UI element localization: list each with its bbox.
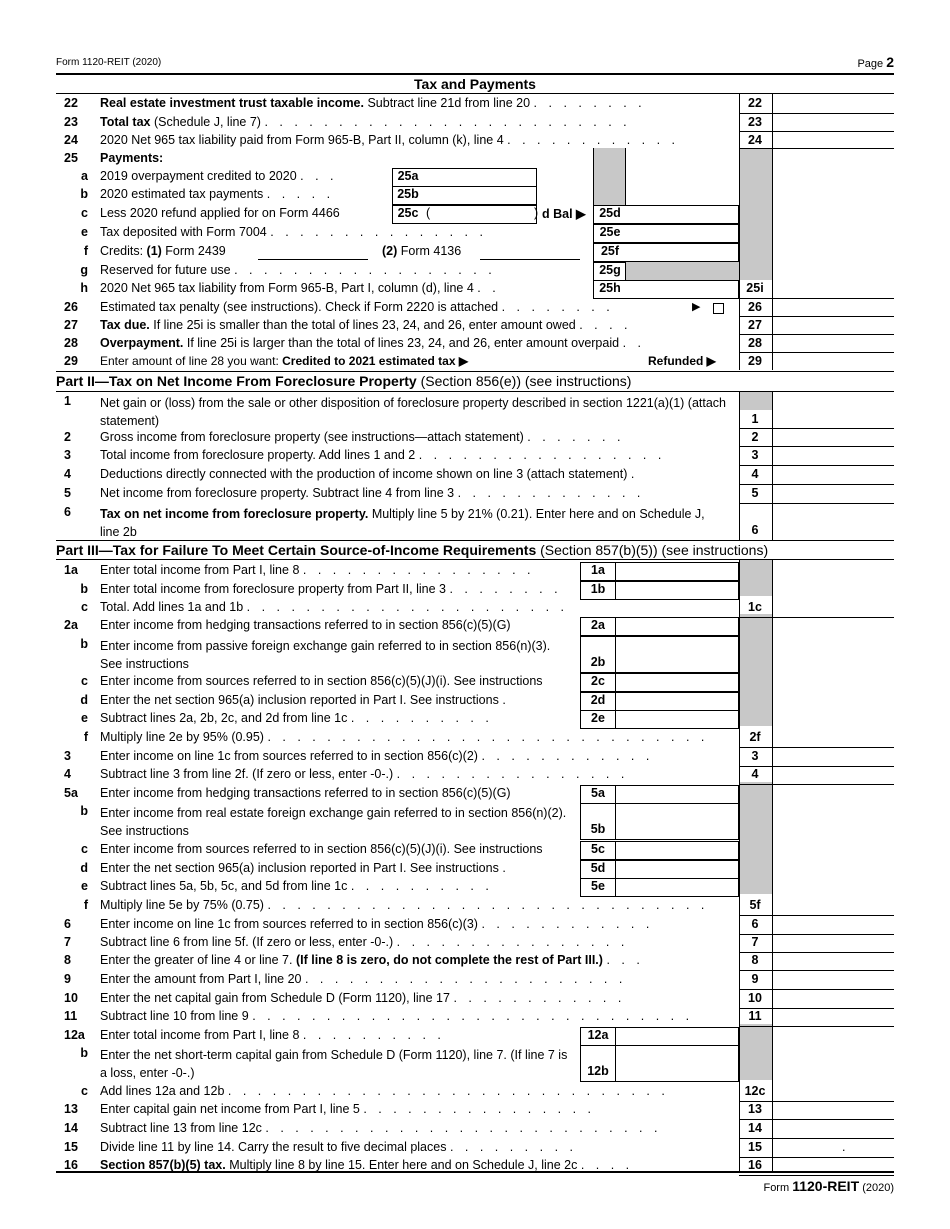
box-divider xyxy=(615,1027,616,1046)
footer-form-id: Form 1120-REIT (2020) xyxy=(763,1178,894,1194)
part3-line-2d: d Enter the net section 965(a) inclusion reported in Part I. See instructions . 2d xyxy=(80,693,606,707)
line-25a: a 2019 overpayment credited to 2020 . . . 25a xyxy=(81,169,419,183)
line-28: 28 Overpayment. If line 25i is larger than the total of lines 23, 24, and 26, enter amount overpaid . . 28 xyxy=(64,336,762,350)
box-2a-field[interactable] xyxy=(580,617,739,636)
line-27: 27 Tax due. If line 25i is smaller than the total of lines 23, 24, and 26, enter amount owed . . . . 27 xyxy=(64,318,762,332)
box-25a-field[interactable] xyxy=(392,168,537,187)
part3-line-2a: 2a Enter income from hedging transactions referred to in section 856(c)(5)(G) 2a xyxy=(64,618,605,632)
part3-line-10: 10 Enter the net capital gain from Schedule D (Form 1120), line 17 . . . . . . . . . . . . 10 xyxy=(64,991,762,1005)
part3-line-11: 11 Subtract line 10 from line 9 . . . . . . . . . . . . . . . . . . . . . . . . . . . . . . 11 xyxy=(64,1009,762,1023)
part3-line-5b: b Enter income from real estate foreign exchange gain referred to in section 856(n)(2). See instructions 5b xyxy=(80,804,606,838)
amount-field[interactable] xyxy=(739,113,894,114)
section-title: Tax and Payments xyxy=(414,76,536,92)
part3-line-5a: 5a Enter income from hedging transactions referred to in section 856(c)(5)(G) 5a xyxy=(64,786,605,800)
amount-field[interactable] xyxy=(739,446,894,447)
box-5a-field[interactable] xyxy=(580,785,739,804)
amount-field[interactable] xyxy=(739,1026,894,1027)
part3-line-12b: b Enter the net short-term capital gain from Schedule D (Form 1120), line 7. (If line 7 is a loss, enter -0-.) 12b xyxy=(80,1046,609,1080)
box-5c-field[interactable] xyxy=(580,841,739,860)
part3-line-8: 8 Enter the greater of line 4 or line 7. (If line 8 is zero, do not complete the rest of Part III.) . . . 8 xyxy=(64,953,759,967)
part2-line-1: 1 Net gain or (loss) from the sale or other disposition of foreclosure property described in section 1221(a)(1) (attach statement) 1 xyxy=(64,394,759,428)
amount-field[interactable] xyxy=(739,747,894,748)
form-4136-field[interactable] xyxy=(480,259,580,260)
part3-line-12a: 12a Enter total income from Part I, line 8 . . . . . . . . . . 12a xyxy=(64,1028,609,1042)
line-29: 29 Enter amount of line 28 you want: Credited to 2021 estimated tax ▶ Refunded ▶ 29 xyxy=(64,354,762,368)
part3-line-4: 4 Subtract line 3 from line 2f. (If zero or less, enter -0-.) . . . . . . . . . . . . . . . . 4 xyxy=(64,767,759,781)
footer-rule xyxy=(56,1171,894,1173)
line-25f: f Credits: (1) Form 2439 (2) Form 4136 25f xyxy=(83,244,620,258)
amount-field[interactable] xyxy=(739,1119,894,1120)
form-2439-field[interactable] xyxy=(258,259,368,260)
part3-line-12c: c Add lines 12a and 12b . . . . . . . . . . . . . . . . . . . . . . . . . . . . . . 12c xyxy=(81,1084,766,1098)
line-23: 23 Total tax (Schedule J, line 7) . . . . . . . . . . . . . . . . . . . . . . . . . 23 xyxy=(64,115,762,129)
line-25: 25 Payments: xyxy=(64,151,164,165)
part3-line-1a: 1a Enter total income from Part I, line 8 . . . . . . . . . . . . . . . . 1a xyxy=(64,563,605,577)
part3-line-16: 16 Section 857(b)(5) tax. Multiply line 8 by line 15. Enter here and on Schedule J, line 2c . . . . 16 xyxy=(64,1158,762,1172)
box-divider xyxy=(615,562,616,581)
box-divider xyxy=(615,860,616,879)
box-divider xyxy=(615,710,616,729)
amount-field[interactable] xyxy=(739,989,894,990)
part3-line-2e: e Subtract lines 2a, 2b, 2c, and 2d from line 1c . . . . . . . . . . 2e xyxy=(81,711,605,725)
amount-field[interactable] xyxy=(739,316,894,317)
line-25g: g Reserved for future use . . . . . . . . . . . . . . . . . . 25g xyxy=(80,263,621,277)
arrow-icon: ▶ xyxy=(692,301,701,313)
box-25e-field[interactable] xyxy=(593,224,739,243)
box-5e-field[interactable] xyxy=(580,878,739,897)
amount-field[interactable] xyxy=(739,1138,894,1139)
line-25c: c Less 2020 refund applied for on Form 4466 25c ( ) d Bal ▶ 25d xyxy=(81,206,621,221)
part2-line-3: 3 Total income from foreclosure property. Add lines 1 and 2 . . . . . . . . . . . . . . . . . 3 xyxy=(64,448,759,462)
part3-line-14: 14 Subtract line 13 from line 12c . . . . . . . . . . . . . . . . . . . . . . . . . . . 14 xyxy=(64,1121,762,1135)
box-25g xyxy=(593,262,626,281)
part2-line-4: 4 Deductions directly connected with the production of income shown on line 3 (attach statement) . 4 xyxy=(64,467,759,481)
box-25b-field[interactable] xyxy=(392,186,537,205)
amount-field[interactable] xyxy=(739,915,894,916)
form-id: Form 1120-REIT (2020) xyxy=(56,57,162,68)
line-25b: b 2020 estimated tax payments . . . . . 25b xyxy=(80,187,419,201)
box-12b-field[interactable] xyxy=(580,1045,739,1082)
box-2b-field[interactable] xyxy=(580,636,739,673)
box-5b-field[interactable] xyxy=(580,803,739,840)
box-25c-field[interactable] xyxy=(392,205,537,224)
box-25f-field[interactable] xyxy=(593,243,739,262)
box-divider xyxy=(615,636,616,673)
amount-field[interactable] xyxy=(739,465,894,466)
amount-field[interactable] xyxy=(739,352,894,353)
box-25h-field[interactable] xyxy=(593,280,739,299)
box-divider xyxy=(615,673,616,692)
box-divider xyxy=(615,841,616,860)
part3-title: Part III—Tax for Failure To Meet Certain Source-of-Income Requirements (Section 857(b)(5)) (see instructions) xyxy=(56,542,769,558)
amount-field[interactable] xyxy=(739,484,894,485)
line-26: 26 Estimated tax penalty (see instructions). Check if Form 2220 is attached . . . . . . . . ▶ 26 xyxy=(64,300,762,314)
line-25e: e Tax deposited with Form 7004 . . . . . . . . . . . . . . . 25e xyxy=(81,225,621,239)
part3-line-2b: b Enter income from passive foreign exchange gain referred to in section 856(n)(3). See instructions 2b xyxy=(80,637,606,671)
page-number: Page 2 xyxy=(857,54,894,70)
part3-line-15: 15 Divide line 11 by line 14. Carry the result to five decimal places . . . . . . . . . 15 . xyxy=(64,1140,846,1154)
amount-field[interactable] xyxy=(739,334,894,335)
part3-line-1c: c Total. Add lines 1a and 1b . . . . . . . . . . . . . . . . . . . . . . 1c xyxy=(81,600,762,614)
box-divider xyxy=(615,785,616,804)
amount-field[interactable] xyxy=(739,131,894,132)
part3-line-5d: d Enter the net section 965(a) inclusion reported in Part I. See instructions . 5d xyxy=(80,861,606,875)
part2-line-2: 2 Gross income from foreclosure property (see instructions—attach statement) . . . . . . . 2 xyxy=(64,430,759,444)
box-divider xyxy=(615,803,616,840)
box-1a-field[interactable] xyxy=(580,562,739,581)
line-24: 24 2020 Net 965 tax liability paid from Form 965-B, Part II, column (k), line 4 . . . . . . . . . . . . 24 xyxy=(64,133,762,147)
part3-line-13: 13 Enter capital gain net income from Part I, line 5 . . . . . . . . . . . . . . . . 13 xyxy=(64,1102,762,1116)
box-divider xyxy=(615,617,616,636)
part2-line-5: 5 Net income from foreclosure property. Subtract line 4 from line 3 . . . . . . . . . . . . . 5 xyxy=(64,486,759,500)
amount-field[interactable] xyxy=(739,298,894,299)
box-divider xyxy=(615,692,616,711)
box-12a-field[interactable] xyxy=(580,1027,739,1046)
box-5d-field[interactable] xyxy=(580,860,739,879)
part3-line-2c: c Enter income from sources referred to in section 856(c)(5)(J)(i). See instructions 2c xyxy=(81,674,605,688)
part3-line-2f: f Multiply line 2e by 95% (0.95) . . . . . . . . . . . . . . . . . . . . . . . . . . . . . . 2f xyxy=(83,730,761,744)
part3-line-5e: e Subtract lines 5a, 5b, 5c, and 5d from line 1c . . . . . . . . . . 5e xyxy=(81,879,605,893)
box-1b-field[interactable] xyxy=(580,581,739,600)
amount-field[interactable] xyxy=(739,784,894,785)
part2-title: Part II—Tax on Net Income From Foreclosure Property (Section 856(e)) (see instructions) xyxy=(56,373,632,389)
part2-rule-top xyxy=(56,371,894,372)
part3-line-5c: c Enter income from sources referred to in section 856(c)(5)(J)(i). See instructions 5c xyxy=(81,842,605,856)
part3-rule-top xyxy=(56,540,894,541)
part2-line-6: 6 Tax on net income from foreclosure property. Multiply line 5 by 21% (0.21). Enter here and on Schedule J, line 2b 6 xyxy=(64,505,759,539)
header-rule xyxy=(56,73,894,75)
box-25d-field[interactable] xyxy=(593,205,739,224)
amount-field[interactable] xyxy=(739,148,894,149)
box-2d-field[interactable] xyxy=(580,692,739,711)
box-2e-field[interactable] xyxy=(580,710,739,729)
part3-line-6: 6 Enter income on line 1c from sources referred to in section 856(c)(3) . . . . . . . . . . . . 6 xyxy=(64,917,759,931)
part3-line-9: 9 Enter the amount from Part I, line 20 . . . . . . . . . . . . . . . . . . . . . . 9 xyxy=(64,972,759,986)
box-divider xyxy=(615,1045,616,1082)
amount-field[interactable] xyxy=(739,428,894,429)
box-divider xyxy=(615,878,616,897)
box-divider xyxy=(615,581,616,600)
line-22: 22 Real estate investment trust taxable income. Subtract line 21d from line 20 . . . . . . . . 22 xyxy=(64,96,762,110)
form-2220-checkbox[interactable] xyxy=(713,303,724,314)
part3-line-3: 3 Enter income on line 1c from sources referred to in section 856(c)(2) . . . . . . . . . . . . 3 xyxy=(64,749,759,763)
part3-line-1b: b Enter total income from foreclosure property from Part II, line 3 . . . . . . . . 1b xyxy=(80,582,606,596)
amount-field[interactable] xyxy=(739,503,894,504)
part3-line-5f: f Multiply line 5e by 75% (0.75) . . . . . . . . . . . . . . . . . . . . . . . . . . . . . . 5f xyxy=(83,898,761,912)
part3-line-7: 7 Subtract line 6 from line 5f. (If zero or less, enter -0-.) . . . . . . . . . . . . . . . . 7 xyxy=(64,935,759,949)
amount-field[interactable] xyxy=(739,970,894,971)
box-2c-field[interactable] xyxy=(580,673,739,692)
line-25h: h 2020 Net 965 tax liability from Form 965-B, Part I, column (d), line 4 . . 25h 25i xyxy=(80,281,764,295)
amount-field[interactable] xyxy=(739,1175,894,1176)
